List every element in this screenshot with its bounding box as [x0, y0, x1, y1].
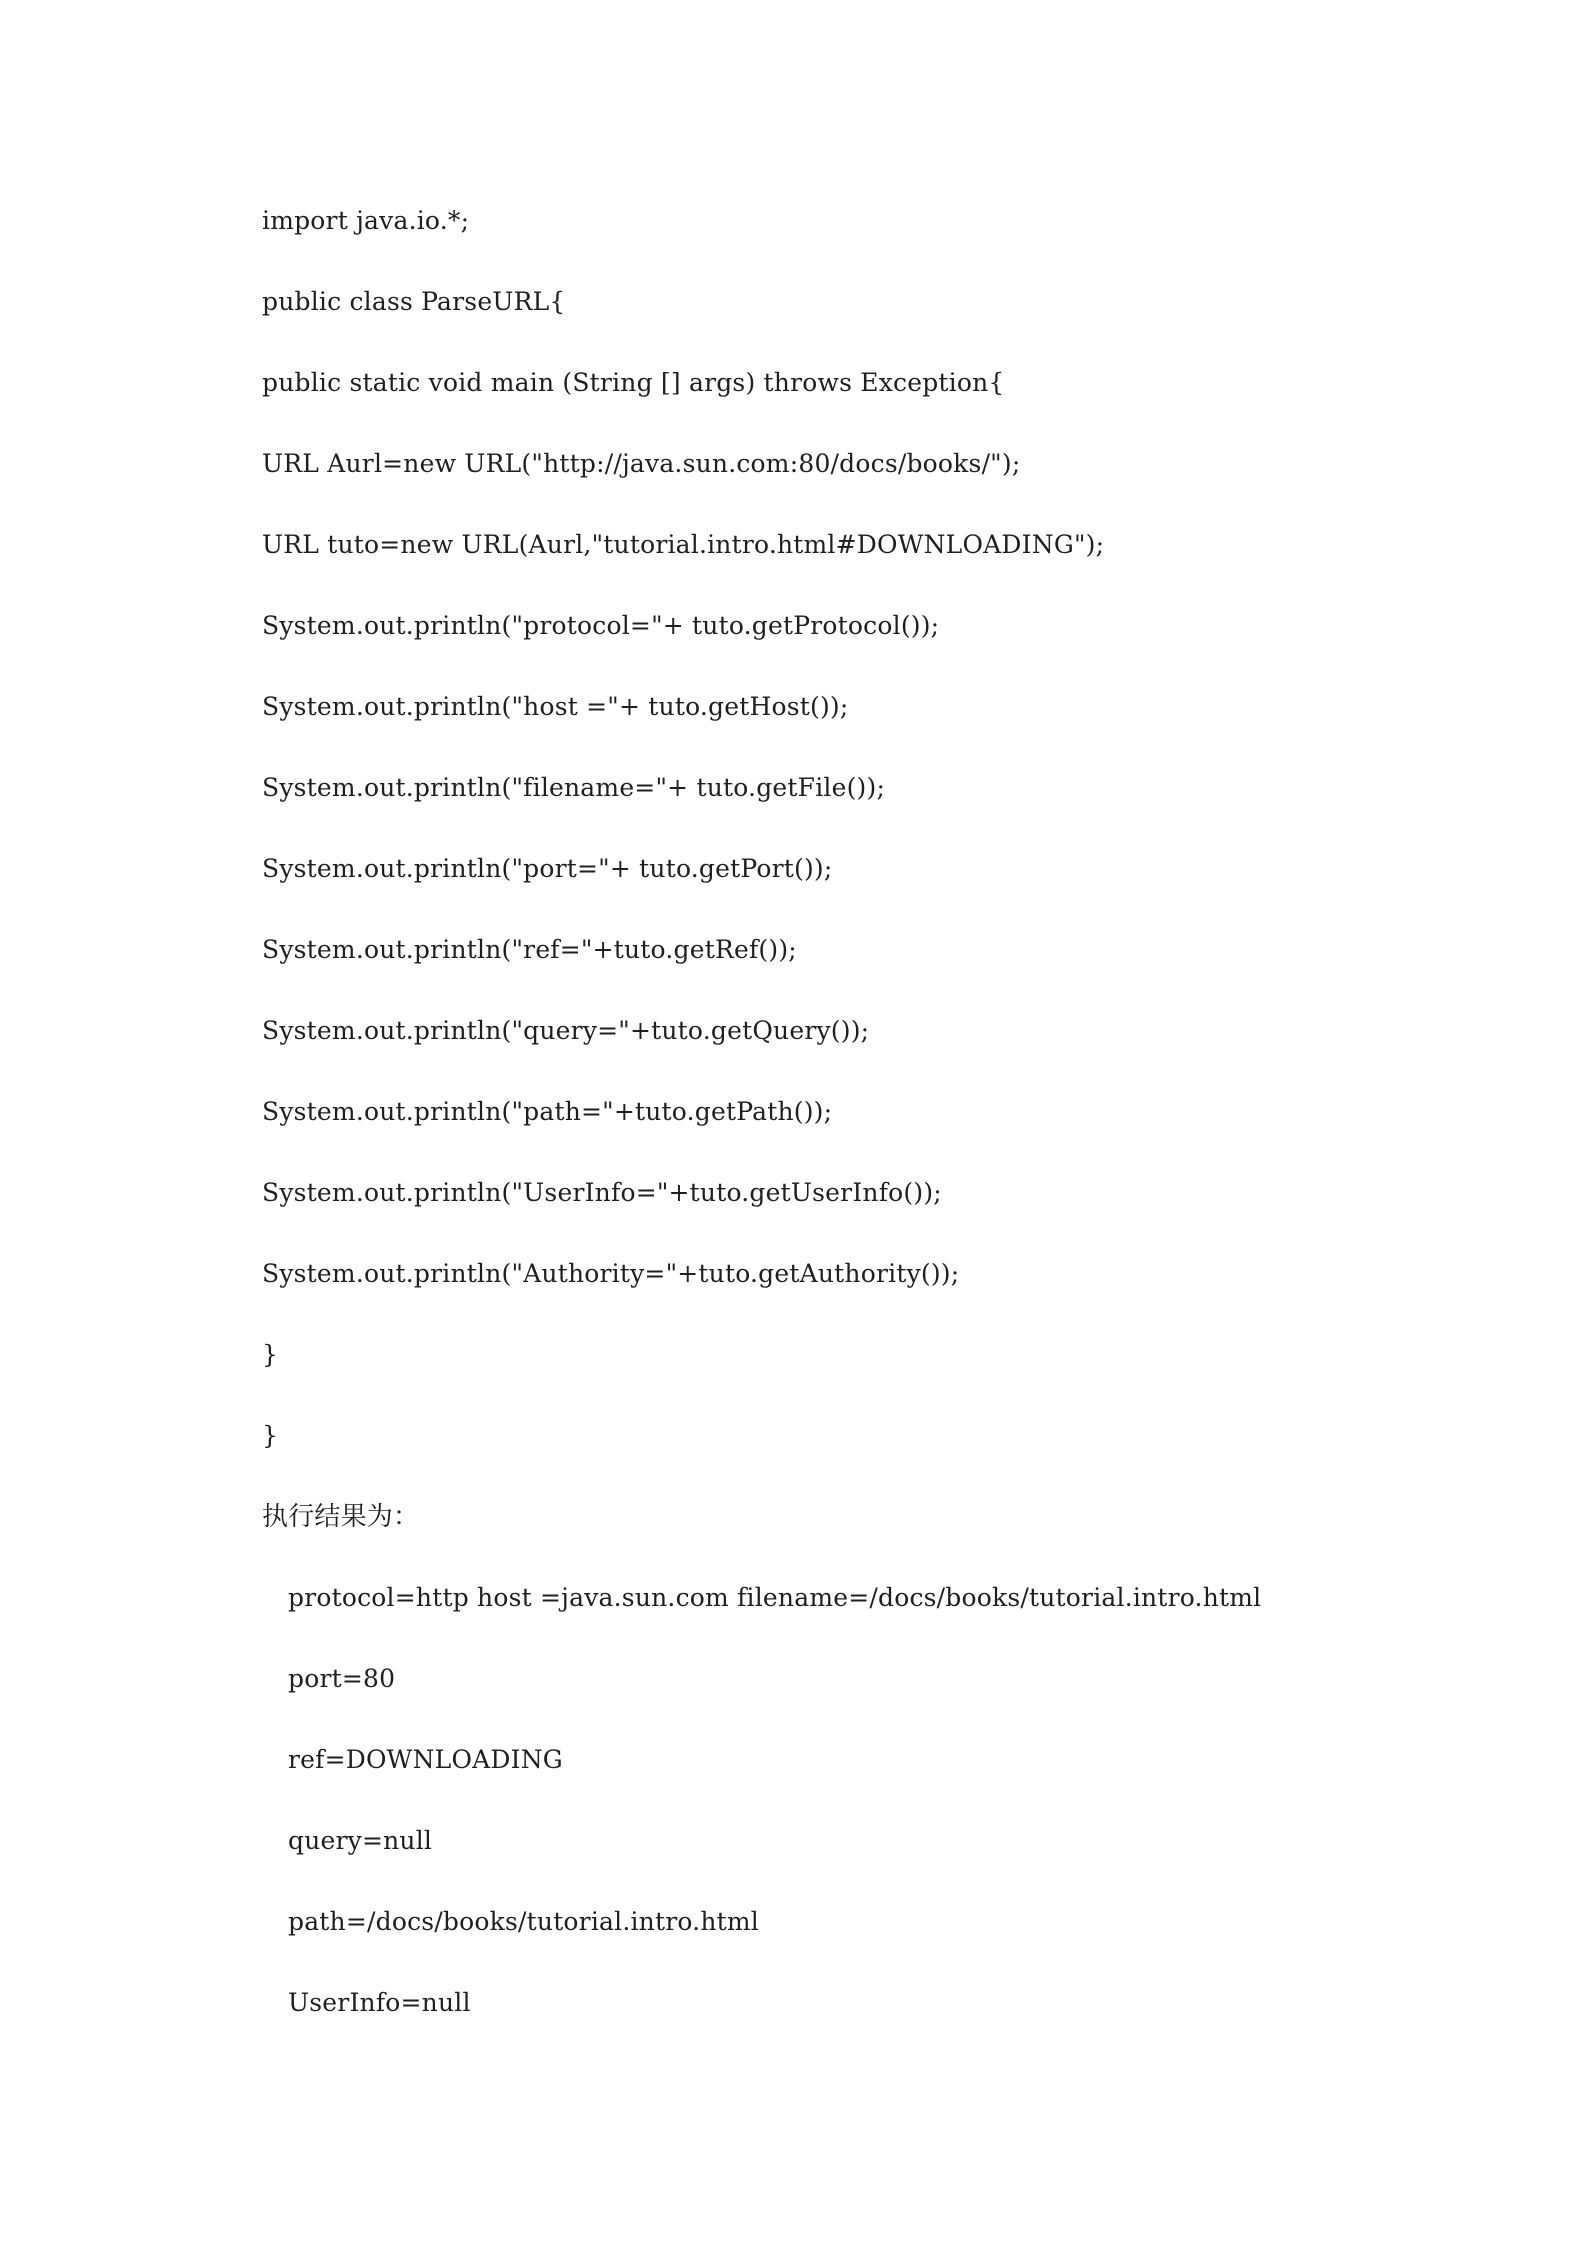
output-line-protocol: protocol=http host =java.sun.com filename=/docs/books/tutorial.intro.html	[288, 1583, 1262, 1612]
code-line-aurl: URL Aurl=new URL("http://java.sun.com:80/docs/books/");	[262, 449, 1021, 478]
code-line-print-filename: System.out.println("filename="+ tuto.getFile());	[262, 773, 886, 802]
code-line-print-ref: System.out.println("ref="+tuto.getRef());	[262, 935, 797, 964]
output-line-userinfo: UserInfo=null	[288, 1988, 471, 2017]
code-line-print-authority: System.out.println("Authority="+tuto.getAuthority());	[262, 1259, 960, 1288]
output-line-port: port=80	[288, 1664, 396, 1693]
code-line-close-class: }	[262, 1421, 279, 1450]
code-line-tuto: URL tuto=new URL(Aurl,"tutorial.intro.html#DOWNLOADING");	[262, 530, 1105, 559]
code-line-print-userinfo: System.out.println("UserInfo="+tuto.getUserInfo());	[262, 1178, 942, 1207]
output-line-ref: ref=DOWNLOADING	[288, 1745, 563, 1774]
result-heading: 执行结果为：	[262, 1502, 420, 1532]
code-line-main-method: public static void main (String [] args) throws Exception{	[262, 368, 1005, 397]
code-line-print-path: System.out.println("path="+tuto.getPath());	[262, 1097, 833, 1126]
output-line-query: query=null	[288, 1826, 433, 1855]
code-line-close-method: }	[262, 1340, 279, 1369]
code-line-print-query: System.out.println("query="+tuto.getQuery());	[262, 1016, 870, 1045]
output-line-path: path=/docs/books/tutorial.intro.html	[288, 1907, 759, 1936]
code-line-class-declaration: public class ParseURL{	[262, 287, 566, 316]
code-line-print-host: System.out.println("host ="+ tuto.getHost());	[262, 692, 849, 721]
code-line-print-protocol: System.out.println("protocol="+ tuto.getProtocol());	[262, 611, 940, 640]
code-line-print-port: System.out.println("port="+ tuto.getPort());	[262, 854, 833, 883]
code-line-import: import java.io.*;	[262, 206, 470, 235]
